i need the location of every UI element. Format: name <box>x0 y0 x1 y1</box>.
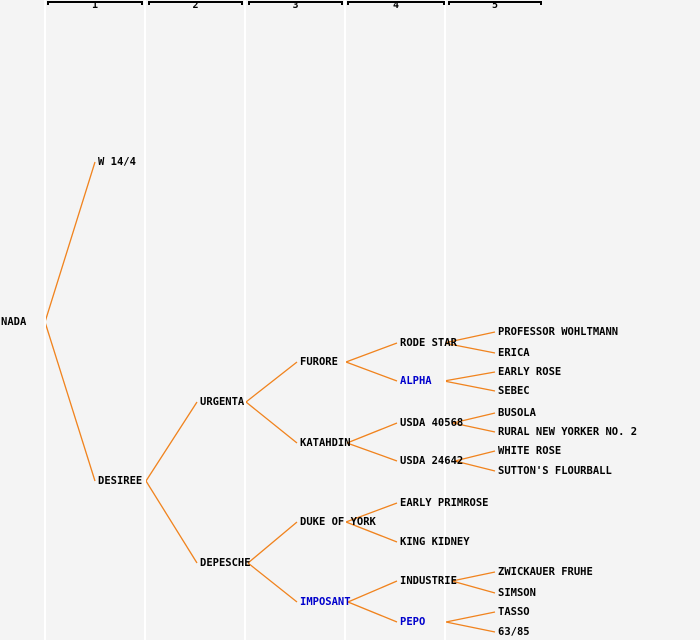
pedigree-node-w144[interactable]: W 14/4 <box>98 156 136 168</box>
pedigree-node-suttons[interactable]: SUTTON'S FLOURBALL <box>498 465 612 477</box>
pedigree-node-pepo[interactable]: PEPO <box>400 616 426 628</box>
pedigree-node-industrie[interactable]: INDUSTRIE <box>400 575 457 587</box>
pedigree-edge-industrie-simson <box>452 581 495 593</box>
pedigree-node-urgenta[interactable]: URGENTA <box>200 396 245 408</box>
pedigree-edge-furore-rodestar <box>346 343 397 362</box>
pedigree-node-desiree[interactable]: DESIREE <box>98 475 143 487</box>
pedigree-edge-imposant-industrie <box>348 581 397 602</box>
pedigree-node-kingkidney[interactable]: KING KIDNEY <box>400 536 470 548</box>
pedigree-node-earlyrose[interactable]: EARLY ROSE <box>498 366 562 378</box>
pedigree-edge-urgenta-furore <box>246 362 297 402</box>
pedigree-edge-katahdin-usda24642 <box>347 443 397 461</box>
generation-number-4: 4 <box>392 0 400 11</box>
pedigree-edge-nada-desiree <box>45 322 95 481</box>
pedigree-edge-urgenta-katahdin <box>246 402 297 443</box>
generation-number-5: 5 <box>491 0 499 11</box>
pedigree-node-tasso[interactable]: TASSO <box>498 606 530 618</box>
pedigree-node-whiterose[interactable]: WHITE ROSE <box>498 445 562 457</box>
pedigree-edge-depesche-dukeofyork <box>248 522 297 563</box>
pedigree-node-rodestar[interactable]: RODE STAR <box>400 337 457 349</box>
pedigree-edge-desiree-urgenta <box>146 402 197 481</box>
pedigree-node-furore[interactable]: FURORE <box>300 356 338 368</box>
generation-number-3: 3 <box>292 0 299 11</box>
pedigree-node-simson[interactable]: SIMSON <box>498 587 536 599</box>
pedigree-edge-alpha-sebec <box>444 381 495 391</box>
pedigree-edge-depesche-imposant <box>248 563 297 602</box>
pedigree-node-busola[interactable]: BUSOLA <box>498 407 536 419</box>
pedigree-edge-nada-w144 <box>45 162 95 322</box>
generation-divider-line <box>44 0 46 640</box>
generation-divider-line <box>344 0 346 640</box>
pedigree-edge-furore-alpha <box>346 362 397 381</box>
pedigree-edge-alpha-earlyrose <box>444 372 495 381</box>
generation-number-1: 1 <box>91 0 99 11</box>
generation-number-2: 2 <box>192 0 199 11</box>
pedigree-edge-pepo-n6385 <box>446 622 495 632</box>
pedigree-node-nada[interactable]: NADA <box>1 316 27 328</box>
pedigree-edge-desiree-depesche <box>146 481 197 563</box>
generation-divider-line <box>144 0 146 640</box>
pedigree-node-usda24642[interactable]: USDA 24642 <box>400 455 464 467</box>
pedigree-node-ruralnewyorker[interactable]: RURAL NEW YORKER NO. 2 <box>498 426 638 438</box>
pedigree-node-depesche[interactable]: DEPESCHE <box>200 557 251 569</box>
pedigree-node-n6385[interactable]: 63/85 <box>498 626 530 638</box>
pedigree-edge-imposant-pepo <box>348 602 397 622</box>
pedigree-edge-industrie-zwickauer <box>452 572 495 581</box>
pedigree-node-erica[interactable]: ERICA <box>498 347 530 359</box>
pedigree-node-profwohltmann[interactable]: PROFESSOR WOHLTMANN <box>498 326 619 338</box>
pedigree-node-katahdin[interactable]: KATAHDIN <box>300 437 351 449</box>
pedigree-node-sebec[interactable]: SEBEC <box>498 385 530 397</box>
pedigree-node-dukeofyork[interactable]: DUKE OF YORK <box>300 516 376 528</box>
pedigree-node-earlyprimrose[interactable]: EARLY PRIMROSE <box>400 497 489 509</box>
pedigree-node-zwickauer[interactable]: ZWICKAUER FRUHE <box>498 566 593 578</box>
pedigree-node-imposant[interactable]: IMPOSANT <box>300 596 351 608</box>
pedigree-edge-pepo-tasso <box>446 612 495 622</box>
pedigree-node-alpha[interactable]: ALPHA <box>400 375 432 387</box>
generation-divider-line <box>244 0 246 640</box>
pedigree-edge-katahdin-usda40568 <box>347 423 397 443</box>
pedigree-node-usda40568[interactable]: USDA 40568 <box>400 417 464 429</box>
